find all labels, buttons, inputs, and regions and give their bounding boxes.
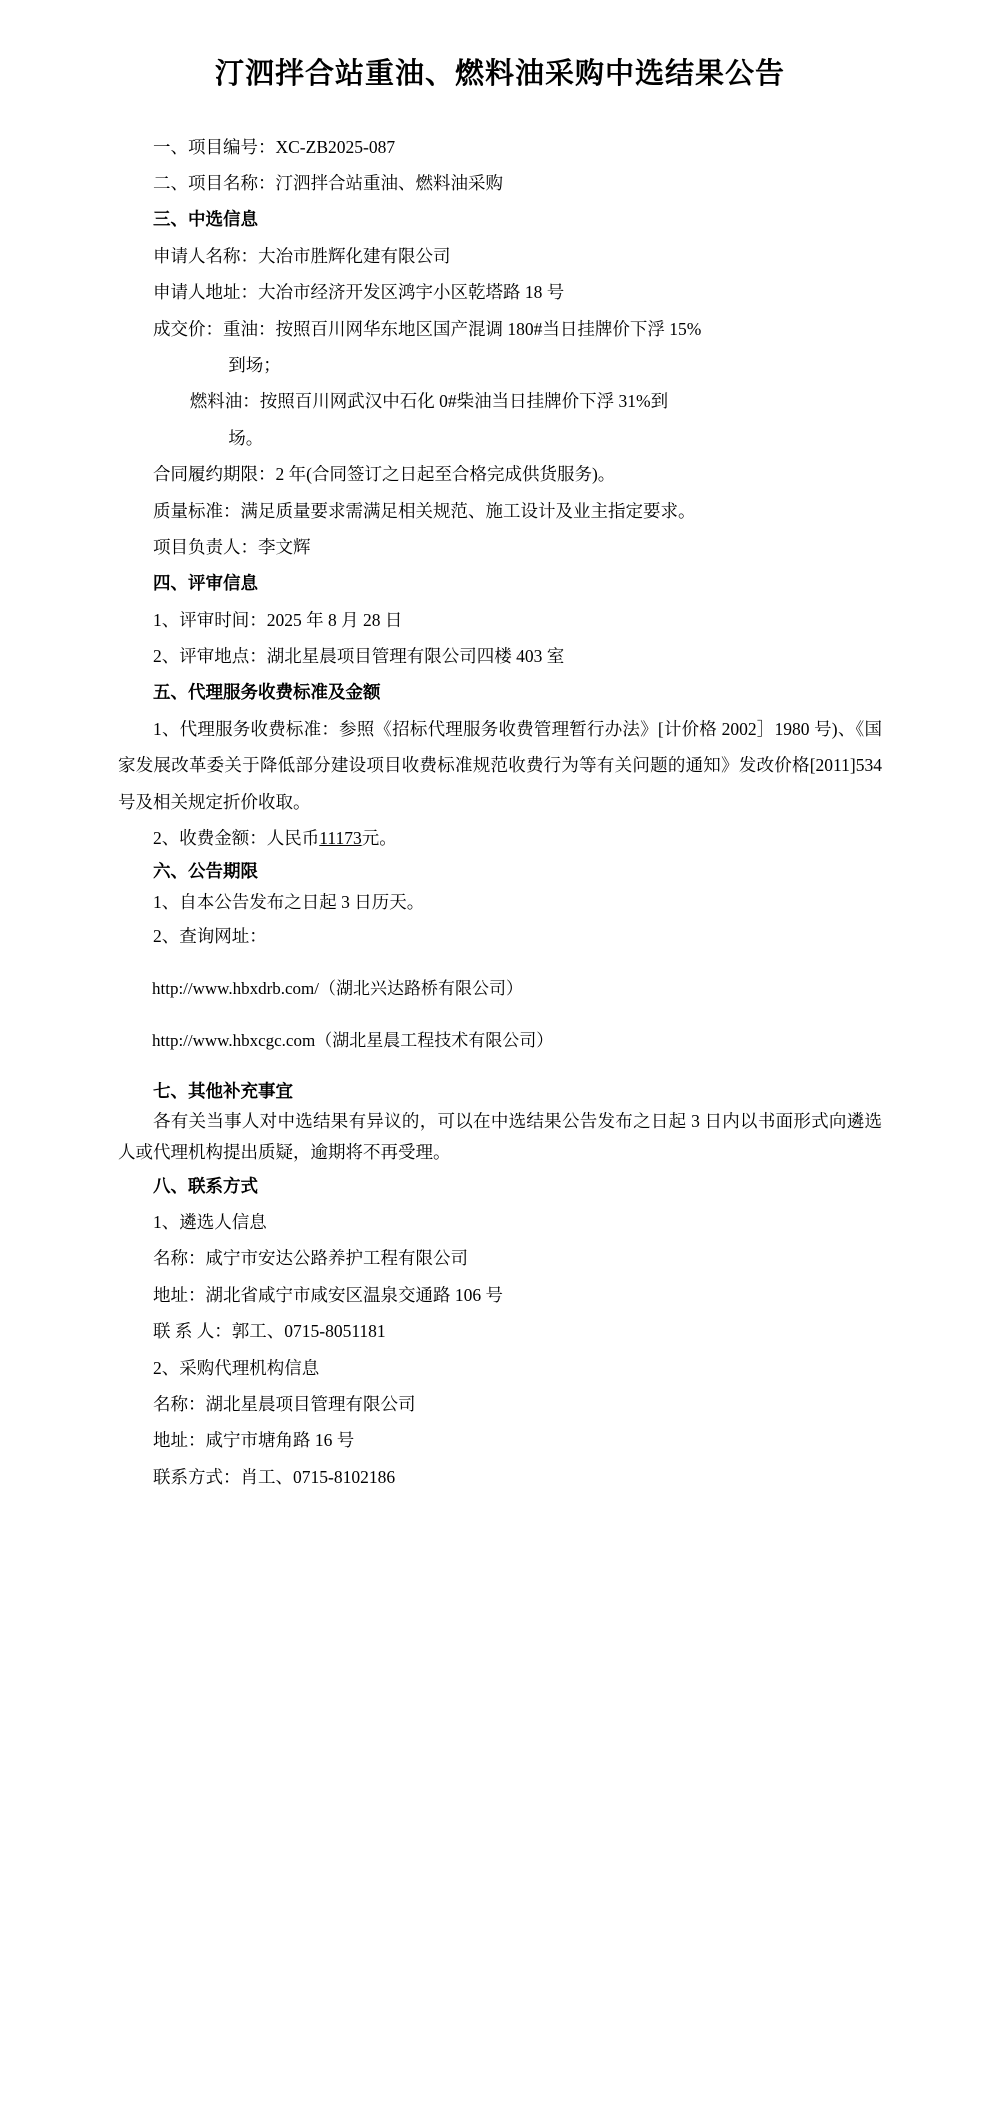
contract-period-line: 合同履约期限：2 年(合同签订之日起至合格完成供货服务)。 [153,464,616,485]
agency-fee-standard-paragraph: 1、代理服务收费标准：参照《招标代理服务收费管理暂行办法》[计价格 2002］1980 号)、《国家发展改革委关于降低部分建设项目收费标准规范收费行为等有关问题的通知》发改价格[2011]534 号及相关规定折价收取。 [118,718,882,812]
price-heavy-oil-line: 成交价：重油：按照百川网华东地区国产混调 180#当日挂牌价下浮 15% [153,318,702,339]
review-time-line: 1、评审时间：2025 年 8 月 28 日 [153,609,403,630]
agency-name-line: 名称：湖北星晨项目管理有限公司 [153,1393,416,1414]
agency-fee-amount-prefix: 2、收费金额：人民币 [153,828,320,849]
section-heading-other-matters: 七、其他补充事宜 [153,1080,293,1101]
section-heading-selection-info: 三、中选信息 [153,209,258,230]
price-fuel-oil-line: 燃料油：按照百川网武汉中石化 0#柴油当日挂牌价下浮 31%到 [189,391,669,412]
purchaser-address-line: 地址：湖北省咸宁市咸安区温泉交通路 106 号 [153,1284,503,1305]
agency-address-line: 地址：咸宁市塘角路 16 号 [153,1430,355,1451]
applicant-address-line: 申请人地址：大冶市经济开发区鸿宇小区乾塔路 18 号 [153,282,565,303]
query-url-label: 2、查询网址： [153,925,267,946]
query-url-2[interactable]: http://www.hbxcgc.com（湖北星晨工程技术有限公司） [152,1031,554,1051]
project-name-line: 二、项目名称：汀泗拌合站重油、燃料油采购 [153,172,503,193]
agency-contact-line: 联系方式：肖工、0715-8102186 [153,1466,396,1487]
quality-standard-line: 质量标准：满足质量要求需满足相关规范、施工设计及业主指定要求。 [153,500,696,521]
purchaser-name-line: 名称：咸宁市安达公路养护工程有限公司 [153,1248,468,1269]
other-matters-paragraph: 各有关当事人对中选结果有异议的，可以在中选结果公告发布之日起 3 日内以书面形式向遴选人或代理机构提出质疑，逾期将不再受理。 [118,1111,882,1163]
agency-fee-amount-suffix: 元。 [361,828,397,849]
review-place-line: 2、评审地点：湖北星晨项目管理有限公司四楼 403 室 [153,646,565,667]
price-fuel-oil-cont: 场。 [228,427,264,448]
project-number-line: 一、项目编号：XC-ZB2025-087 [153,136,396,157]
section-heading-contact: 八、联系方式 [153,1175,258,1196]
applicant-name-line: 申请人名称：大冶市胜辉化建有限公司 [153,245,451,266]
agency-fee-amount-value: 11173 [319,828,362,849]
section-heading-review-info: 四、评审信息 [153,573,258,594]
agency-info-label: 2、采购代理机构信息 [153,1357,320,1378]
purchaser-info-label: 1、遴选人信息 [153,1212,267,1233]
section-heading-announcement-period: 六、公告期限 [153,861,258,882]
page-title: 汀泗拌合站重油、燃料油采购中选结果公告 [214,58,785,90]
project-manager-line: 项目负责人：李文辉 [153,536,311,557]
section-heading-agency-fee: 五、代理服务收费标准及金额 [153,682,381,703]
price-heavy-oil-cont: 到场； [228,354,281,375]
announcement-duration-line: 1、自本公告发布之日起 3 日历天。 [153,892,425,913]
query-url-1[interactable]: http://www.hbxdrb.com/（湖北兴达路桥有限公司） [152,979,523,999]
agency-fee-amount-line [118,820,882,856]
purchaser-contact-line: 联 系 人：郭工、0715-8051181 [153,1321,386,1342]
